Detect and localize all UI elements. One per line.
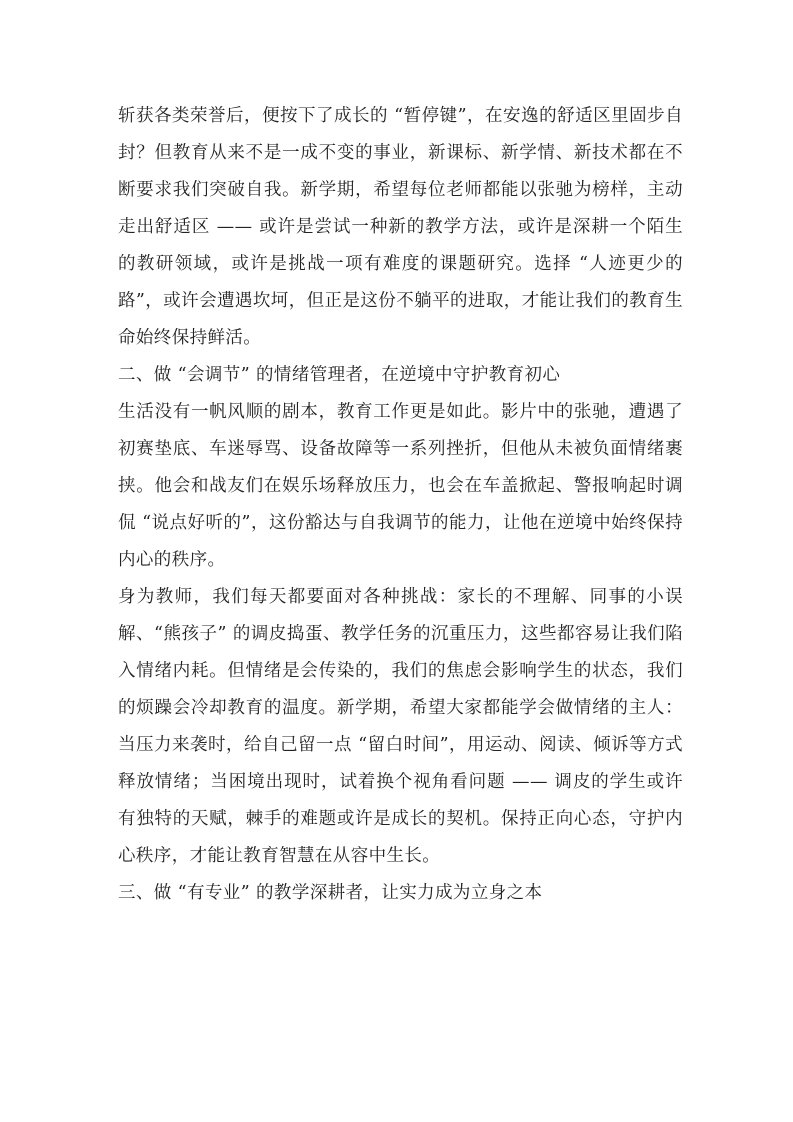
section-heading-3: 三、做 “有专业” 的教学深耕者，让实力成为立身之本 xyxy=(118,883,543,903)
section-heading-2: 二、做 “会调节” 的情绪管理者，在逆境中守护教育初心 xyxy=(118,365,561,385)
document-body xyxy=(118,98,683,912)
paragraph-comfort-zone: 斩获各类荣誉后，便按下了成长的 “暂停键”，在安逸的舒适区里固步自封？但教育从来不是一成不变的事业，新课标、新学情、新技术都在不断要求我们突破自我。新学期，希望每位老师都能以张驰为榜样，主动走出舒适区 —— 或许是尝试一种新的教学方法，或许是深耕一个陌生的教研领域，或许是挑战一项有难度的课题研究。选择 “人迹更少的路”，或许会遭遇坎坷，但正是这份不躺平的进取，才能让我们的教育生命始终保持鲜活。 xyxy=(118,106,683,348)
paragraph-zhang-chi-adversity: 生活没有一帆风顺的剧本，教育工作更是如此。影片中的张驰，遭遇了初赛垫底、车迷辱骂、设备故障等一系列挫折，但他从未被负面情绪裹挟。他会和战友们在娱乐场释放压力，也会在车盖掀起、警报响起时调侃 “说点好听的”，这份豁达与自我调节的能力，让他在逆境中始终保持内心的秩序。 xyxy=(118,402,683,570)
paragraph-teacher-emotions: 身为教师，我们每天都要面对各种挑战：家长的不理解、同事的小误解、“熊孩子” 的调皮捣蛋、教学任务的沉重压力，这些都容易让我们陷入情绪内耗。但情绪是会传染的，我们的焦虑会影响学生的状态，我们的烦躁会冷却教育的温度。新学期，希望大家都能学会做情绪的主人：当压力来袭时，给自己留一点 “留白时间”，用运动、阅读、倾诉等方式释放情绪；当困境出现时，试着换个视角看问题 —— 调皮的学生或许有独特的天赋，棘手的难题或许是成长的契机。保持正向心态，守护内心秩序，才能让教育智慧在从容中生长。 xyxy=(118,587,683,866)
